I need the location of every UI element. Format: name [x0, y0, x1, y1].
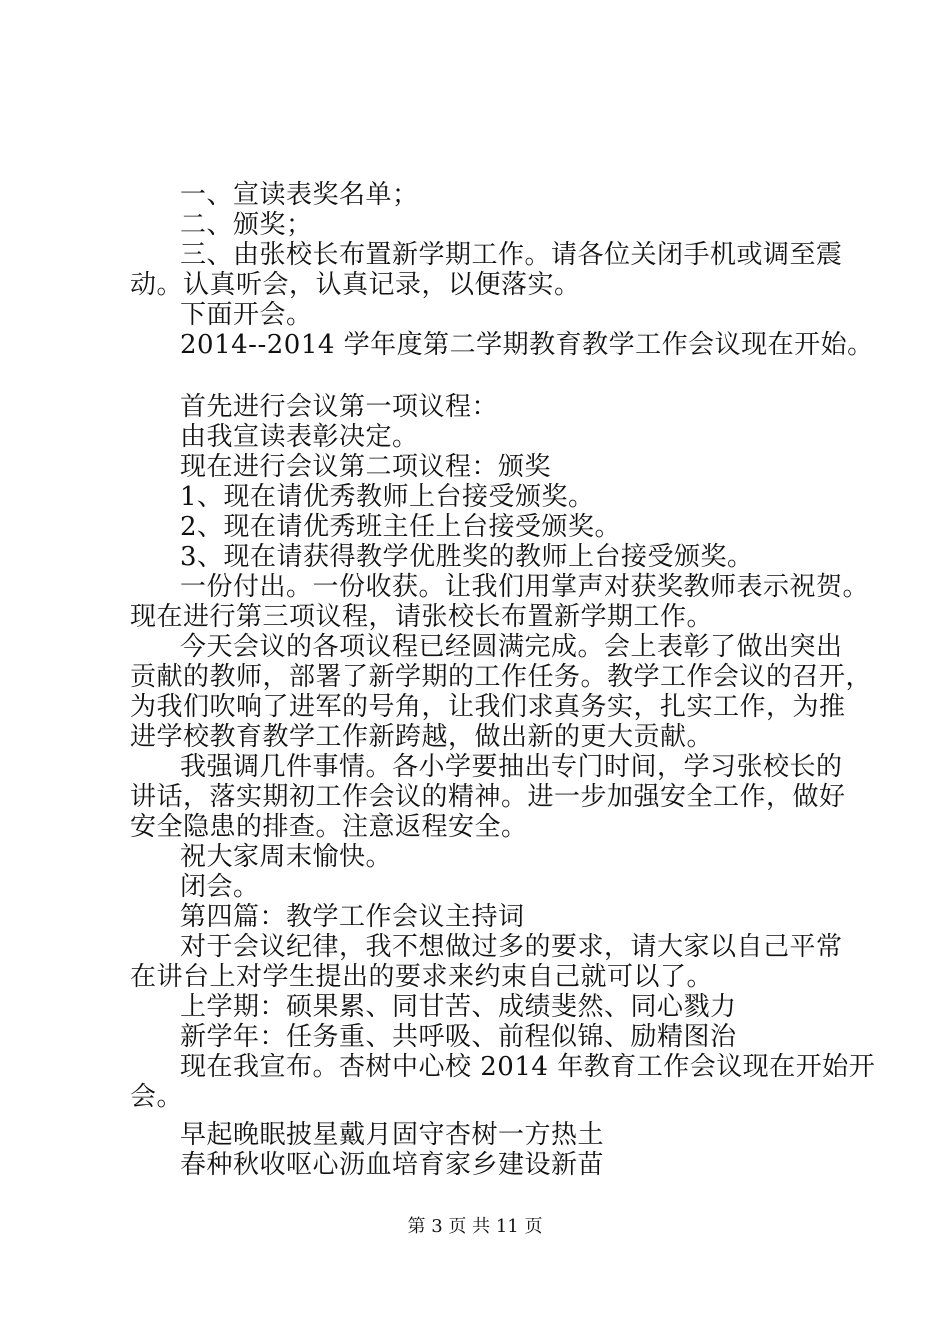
text-line: 对于会议纪律，我不想做过多的要求，请大家以自己平常 — [180, 932, 843, 962]
text-line: 3、现在请获得教学优胜奖的教师上台接受颁奖。 — [180, 542, 754, 572]
text-line: 会。 — [130, 1082, 184, 1112]
text-line: 新学年：任务重、共呼吸、前程似锦、励精图治 — [180, 1022, 737, 1052]
page-number-footer: 第 3 页 共 11 页 — [407, 1216, 543, 1237]
text-line: 进学校教育教学工作新跨越，做出新的更大贡献。 — [130, 722, 714, 752]
text-line: 我强调几件事情。各小学要抽出专门时间，学习张校长的 — [180, 752, 843, 782]
text-line: 早起晚眠披星戴月固守杏树一方热土 — [180, 1120, 605, 1150]
text-line: 上学期：硕果累、同甘苦、成绩斐然、同心戮力 — [180, 992, 737, 1022]
text-line: 首先进行会议第一项议程： — [180, 392, 499, 422]
text-line: 安全隐患的排查。注意返程安全。 — [130, 812, 528, 842]
text-line: 二、颁奖； — [180, 210, 313, 240]
text-line: 动。认真听会，认真记录，以便落实。 — [130, 270, 581, 300]
text-line: 春种秋收呕心沥血培育家乡建设新苗 — [180, 1150, 605, 1180]
text-line: 现在我宣布。杏树中心校 2014 年教育工作会议现在开始开 — [180, 1052, 876, 1082]
text-line: 贡献的教师，部署了新学期的工作任务。教学工作会议的召开， — [130, 662, 873, 692]
text-line: 在讲台上对学生提出的要求来约束自己就可以了。 — [130, 962, 714, 992]
text-line: 2014--2014 学年度第二学期教育教学工作会议现在开始。 — [180, 330, 874, 360]
text-line: 现在进行会议第二项议程：颁奖 — [180, 452, 552, 482]
text-line: 一、宣读表奖名单； — [180, 180, 419, 210]
text-line: 为我们吹响了进军的号角，让我们求真务实，扎实工作，为推 — [130, 692, 846, 722]
text-line: 祝大家周末愉快。 — [180, 842, 393, 872]
text-line: 现在进行第三项议程，请张校长布置新学期工作。 — [130, 602, 714, 632]
text-line: 闭会。 — [180, 872, 260, 902]
section-heading: 第四篇：教学工作会议主持词 — [180, 902, 525, 932]
text-line: 2、现在请优秀班主任上台接受颁奖。 — [180, 512, 622, 542]
text-line: 今天会议的各项议程已经圆满完成。会上表彰了做出突出 — [180, 632, 843, 662]
text-line: 1、现在请优秀教师上台接受颁奖。 — [180, 482, 595, 512]
text-line: 三、由张校长布置新学期工作。请各位关闭手机或调至震 — [180, 240, 843, 270]
text-line: 由我宣读表彰决定。 — [180, 422, 419, 452]
text-line: 一份付出。一份收获。让我们用掌声对获奖教师表示祝贺。 — [180, 572, 870, 602]
text-line: 讲话，落实期初工作会议的精神。进一步加强安全工作，做好 — [130, 782, 846, 812]
text-line: 下面开会。 — [180, 300, 313, 330]
